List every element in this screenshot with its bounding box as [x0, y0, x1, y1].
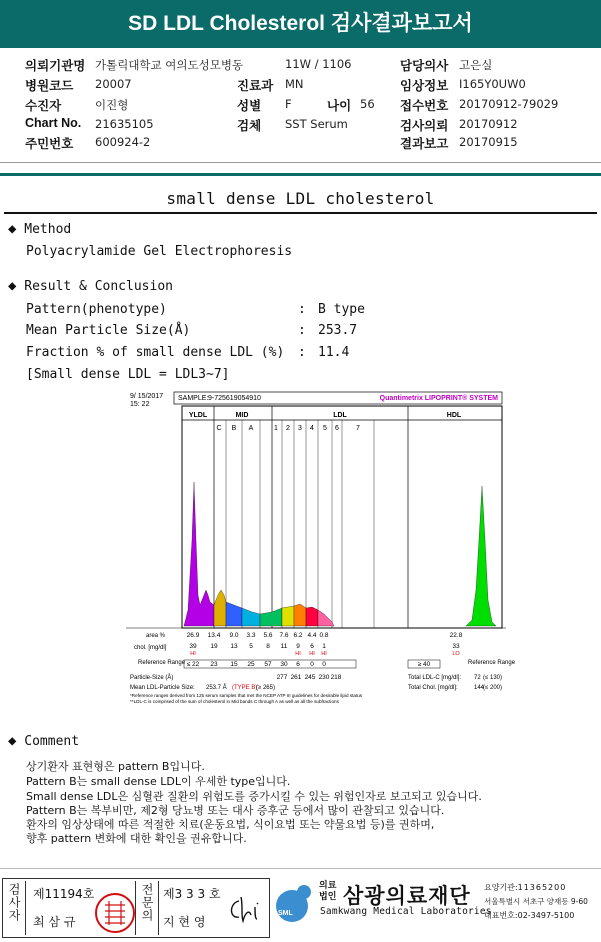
result-row-label: Pattern(phenotype)	[26, 302, 167, 317]
hospital-code-value: 20007	[95, 77, 132, 91]
ldl-sub-label: 1	[274, 425, 278, 432]
ldl-sub-label: 7	[356, 425, 360, 432]
chol-value: 11	[280, 643, 288, 650]
tester-name: 최 삼 규	[33, 915, 76, 929]
area-value: 9.0	[229, 632, 239, 639]
particle-value: 261	[290, 674, 302, 681]
area-value: 0.8	[319, 632, 329, 639]
area-value: 6.2	[293, 632, 303, 639]
area-value: 7.6	[279, 632, 289, 639]
receipt-label: 접수번호	[400, 98, 449, 113]
peak-area	[282, 606, 294, 626]
comment-heading-text: Comment	[24, 734, 80, 749]
method-heading	[8, 221, 71, 237]
sml-logo-icon	[272, 880, 316, 924]
phone-value: 02-3497-5100	[517, 911, 575, 920]
chol-value: 8	[266, 643, 270, 650]
particle-value: 245	[304, 674, 316, 681]
specimen-label: 검체	[237, 118, 262, 133]
lipoprint-svg	[126, 390, 516, 706]
chol-value: 33	[452, 643, 460, 650]
mid-sub-label: A	[248, 425, 254, 432]
dept-label: 진료과	[237, 78, 274, 93]
divider	[0, 868, 601, 869]
institution-code: 11365200	[517, 883, 567, 892]
ldl-sub-label: 4	[310, 425, 314, 432]
result-row-sep: :	[298, 345, 306, 360]
clinical-no-label: 임상정보	[400, 78, 449, 93]
band-label: HDL	[446, 412, 462, 419]
particle-value: 230	[318, 674, 330, 681]
area-value: 26.9	[186, 632, 200, 639]
ref-value: ≤ 22	[186, 661, 200, 668]
clinical-no-value: I165Y0UW0	[459, 77, 526, 91]
ref-value: 30	[280, 661, 288, 668]
report-date-label: 결과보고	[400, 136, 449, 151]
chart-time: 15: 22	[130, 401, 150, 408]
institution-value: 가톨릭대학교 여의도성모병동	[95, 58, 244, 72]
ref-value: 6	[296, 661, 300, 668]
dept-value: MN	[285, 77, 304, 91]
institution-label: 의뢰기관명	[25, 58, 86, 73]
method-text: Polyacrylamide Gel Electrophoresis	[26, 244, 293, 259]
org-address: 서울특별시 서초구 양재동 9-60	[484, 897, 588, 906]
institution-code-line	[484, 882, 566, 893]
lipoprint-chart	[126, 390, 516, 706]
ref-label: Reference Range	[138, 660, 186, 666]
total-chol-label: Total Chol. [mg/dl]:	[408, 685, 458, 691]
chol-flag: LO	[452, 651, 460, 657]
org-name: 삼광의료재단	[343, 884, 471, 908]
chol-flag: HI	[295, 651, 301, 657]
signature-box	[2, 878, 270, 938]
peak-area	[306, 607, 318, 626]
ref-value: 25	[247, 661, 255, 668]
ref-value: 23	[210, 661, 218, 668]
band-label: MID	[235, 412, 249, 419]
mean-value: 253.7 Å	[206, 685, 227, 691]
sex-value: F	[285, 97, 292, 111]
area-value: 5.6	[263, 632, 273, 639]
ldl-sub-label: 5	[323, 425, 327, 432]
total-chol-ref: (≤ 200)	[483, 685, 502, 691]
institution-code-label: 요양기관:	[484, 883, 518, 892]
ref-value: 15	[230, 661, 238, 668]
mean-ref: (≥ 265)	[256, 685, 275, 691]
footnote: *Reference ranges derived from 125 serum samples that met the NCEP ATP III guidelines for desirable lipid status	[130, 693, 363, 698]
phone-label: 대표번호:	[484, 911, 518, 920]
divider	[0, 162, 601, 163]
comment-line: 환자의 임상상태에 따른 적절한 치료(운동요법, 식이요법 또는 약물요법 등)를 권하며,	[26, 818, 435, 831]
particle-label: Particle-Size (Å)	[130, 675, 174, 681]
chol-value: 6	[310, 643, 314, 650]
chol-value: 19	[210, 643, 218, 650]
receipt-value: 20170912-79029	[459, 97, 559, 111]
result-row-value: 253.7	[318, 323, 358, 338]
chol-label: chol. [mg/dl]	[134, 645, 167, 651]
ref-value: 57	[264, 661, 272, 668]
ref-value: ≥ 40	[417, 661, 431, 668]
particle-value: 218	[330, 674, 342, 681]
age-label: 나이	[327, 98, 352, 113]
chol-value: 1	[322, 643, 326, 650]
mid-sub-label: C	[216, 425, 222, 432]
seal-icon	[97, 895, 133, 931]
report-title: SD LDL Cholesterol 검사결과보고서	[0, 0, 601, 48]
comment-line: Pattern B는 small dense LDL이 우세한 type입니다.	[26, 775, 291, 788]
peak-area	[294, 604, 306, 626]
result-row-sep: :	[298, 302, 306, 317]
chart-date: 9/ 15/2017	[130, 393, 164, 400]
chol-value: 13	[230, 643, 238, 650]
specialist-label	[135, 881, 159, 935]
total-chol: 144	[474, 685, 485, 691]
result-row-value: 11.4	[318, 345, 350, 360]
sex-label: 성별	[237, 98, 262, 113]
result-row-label: Mean Particle Size(Å)	[26, 323, 191, 338]
result-heading	[8, 278, 173, 294]
particle-value: 277	[276, 674, 288, 681]
tester-no: 제11194호	[33, 887, 95, 901]
area-value: 4.4	[307, 632, 317, 639]
area-value: 13.4	[207, 632, 221, 639]
ldl-sub-label: 2	[286, 425, 290, 432]
footnote: **LDL-C is comprised of the sum of cholesterol in Mid bands C through A as well as all the subfractions	[130, 699, 339, 704]
ref-value: 0	[322, 661, 326, 668]
total-ldl-ref: (≤ 130)	[483, 675, 502, 681]
sample-label: SAMPLE:	[178, 395, 209, 402]
diamond-bullet-icon: ◆	[8, 278, 17, 294]
band-label: LDL	[333, 412, 347, 419]
chart-no-value: 21635105	[95, 117, 154, 131]
phone-line	[484, 910, 574, 921]
result-note: [Small dense LDL = LDL3~7]	[26, 367, 230, 382]
mean-label: Mean LDL-Particle Size:	[130, 685, 195, 691]
specimen-value: SST Serum	[285, 117, 348, 131]
patient-label: 수진자	[25, 98, 62, 113]
result-row-sep: :	[298, 323, 306, 338]
doctor-label: 담당의사	[400, 58, 449, 73]
section-title: small dense LDL cholesterol	[166, 189, 435, 208]
signature-icon	[225, 893, 265, 925]
org-type: 의료법인	[319, 881, 337, 902]
result-heading-text: Result & Conclusion	[24, 279, 173, 294]
comment-line: Small dense LDL은 심혈관 질환의 위험도를 증가시킬 수 있는 위험인자로 보고되고 있습니다.	[26, 790, 482, 803]
area-value: 3.3	[246, 632, 256, 639]
chol-value: 39	[189, 643, 197, 650]
comment-line: Pattern B는 복부비만, 제2형 당뇨병 또는 대사 증후군 등에서 많이 관찰되고 있습니다.	[26, 804, 445, 817]
comment-heading	[8, 733, 79, 749]
mean-type: (TYPE B)	[232, 685, 258, 691]
tester-label	[3, 881, 26, 935]
tester-label-text: 검사자	[7, 883, 21, 922]
doctor-value: 고은실	[459, 58, 493, 72]
ward-room-value: 11W / 1106	[285, 57, 352, 71]
specialist-name: 지 현 영	[163, 915, 206, 929]
diamond-bullet-icon: ◆	[8, 733, 17, 749]
specialist-no: 제3 3 3 호	[163, 887, 221, 901]
total-ldl: 72	[474, 675, 481, 681]
chart-no-label: Chart No.	[25, 116, 82, 130]
divider	[0, 173, 601, 176]
area-value: 22.8	[449, 632, 463, 639]
id-label: 주민번호	[25, 136, 74, 151]
ref-right-label: Reference Range	[468, 660, 516, 666]
request-date-label: 검사의뢰	[400, 118, 449, 133]
band-label: YLDL	[188, 412, 208, 419]
divider	[4, 212, 597, 214]
area-label: area %	[146, 633, 166, 639]
ldl-sub-label: 6	[335, 425, 339, 432]
org-english-name: Samkwang Medical Laboratories	[320, 906, 492, 917]
chol-flag: HI	[190, 651, 196, 657]
comment-line: 상기환자 표현형은 pattern B입니다.	[26, 760, 205, 773]
mid-sub-label: B	[231, 425, 237, 432]
seal-stamp	[95, 893, 135, 933]
chol-flag: HI	[321, 651, 327, 657]
comment-line: 향후 pattern 변화에 대한 확인을 권유합니다.	[26, 832, 247, 845]
age-value: 56	[360, 97, 375, 111]
method-heading-text: Method	[24, 222, 72, 237]
id-value: 600924-2	[95, 135, 151, 149]
org-logo	[272, 880, 316, 924]
hospital-code-label: 병원코드	[25, 78, 74, 93]
specialist-label-text: 전문의	[140, 883, 154, 922]
diamond-bullet-icon: ◆	[8, 221, 17, 237]
patient-value: 이진형	[95, 98, 129, 112]
request-date-value: 20170912	[459, 117, 518, 131]
chol-flag: HI	[309, 651, 315, 657]
result-row-value: B type	[318, 302, 365, 317]
sample-id: 9-725619054910	[208, 395, 261, 402]
total-ldl-label: Total LDL-C [mg/dl]:	[408, 675, 462, 681]
chol-value: 9	[296, 643, 300, 650]
result-row-label: Fraction % of small dense LDL (%)	[26, 345, 285, 360]
ref-value: 0	[310, 661, 314, 668]
report-date-value: 20170915	[459, 135, 518, 149]
ldl-sub-label: 3	[298, 425, 302, 432]
logo-text: SML	[278, 910, 293, 917]
chol-value: 5	[249, 643, 253, 650]
brand-label: Quantimetrix LIPOPRINT® SYSTEM	[379, 395, 498, 402]
